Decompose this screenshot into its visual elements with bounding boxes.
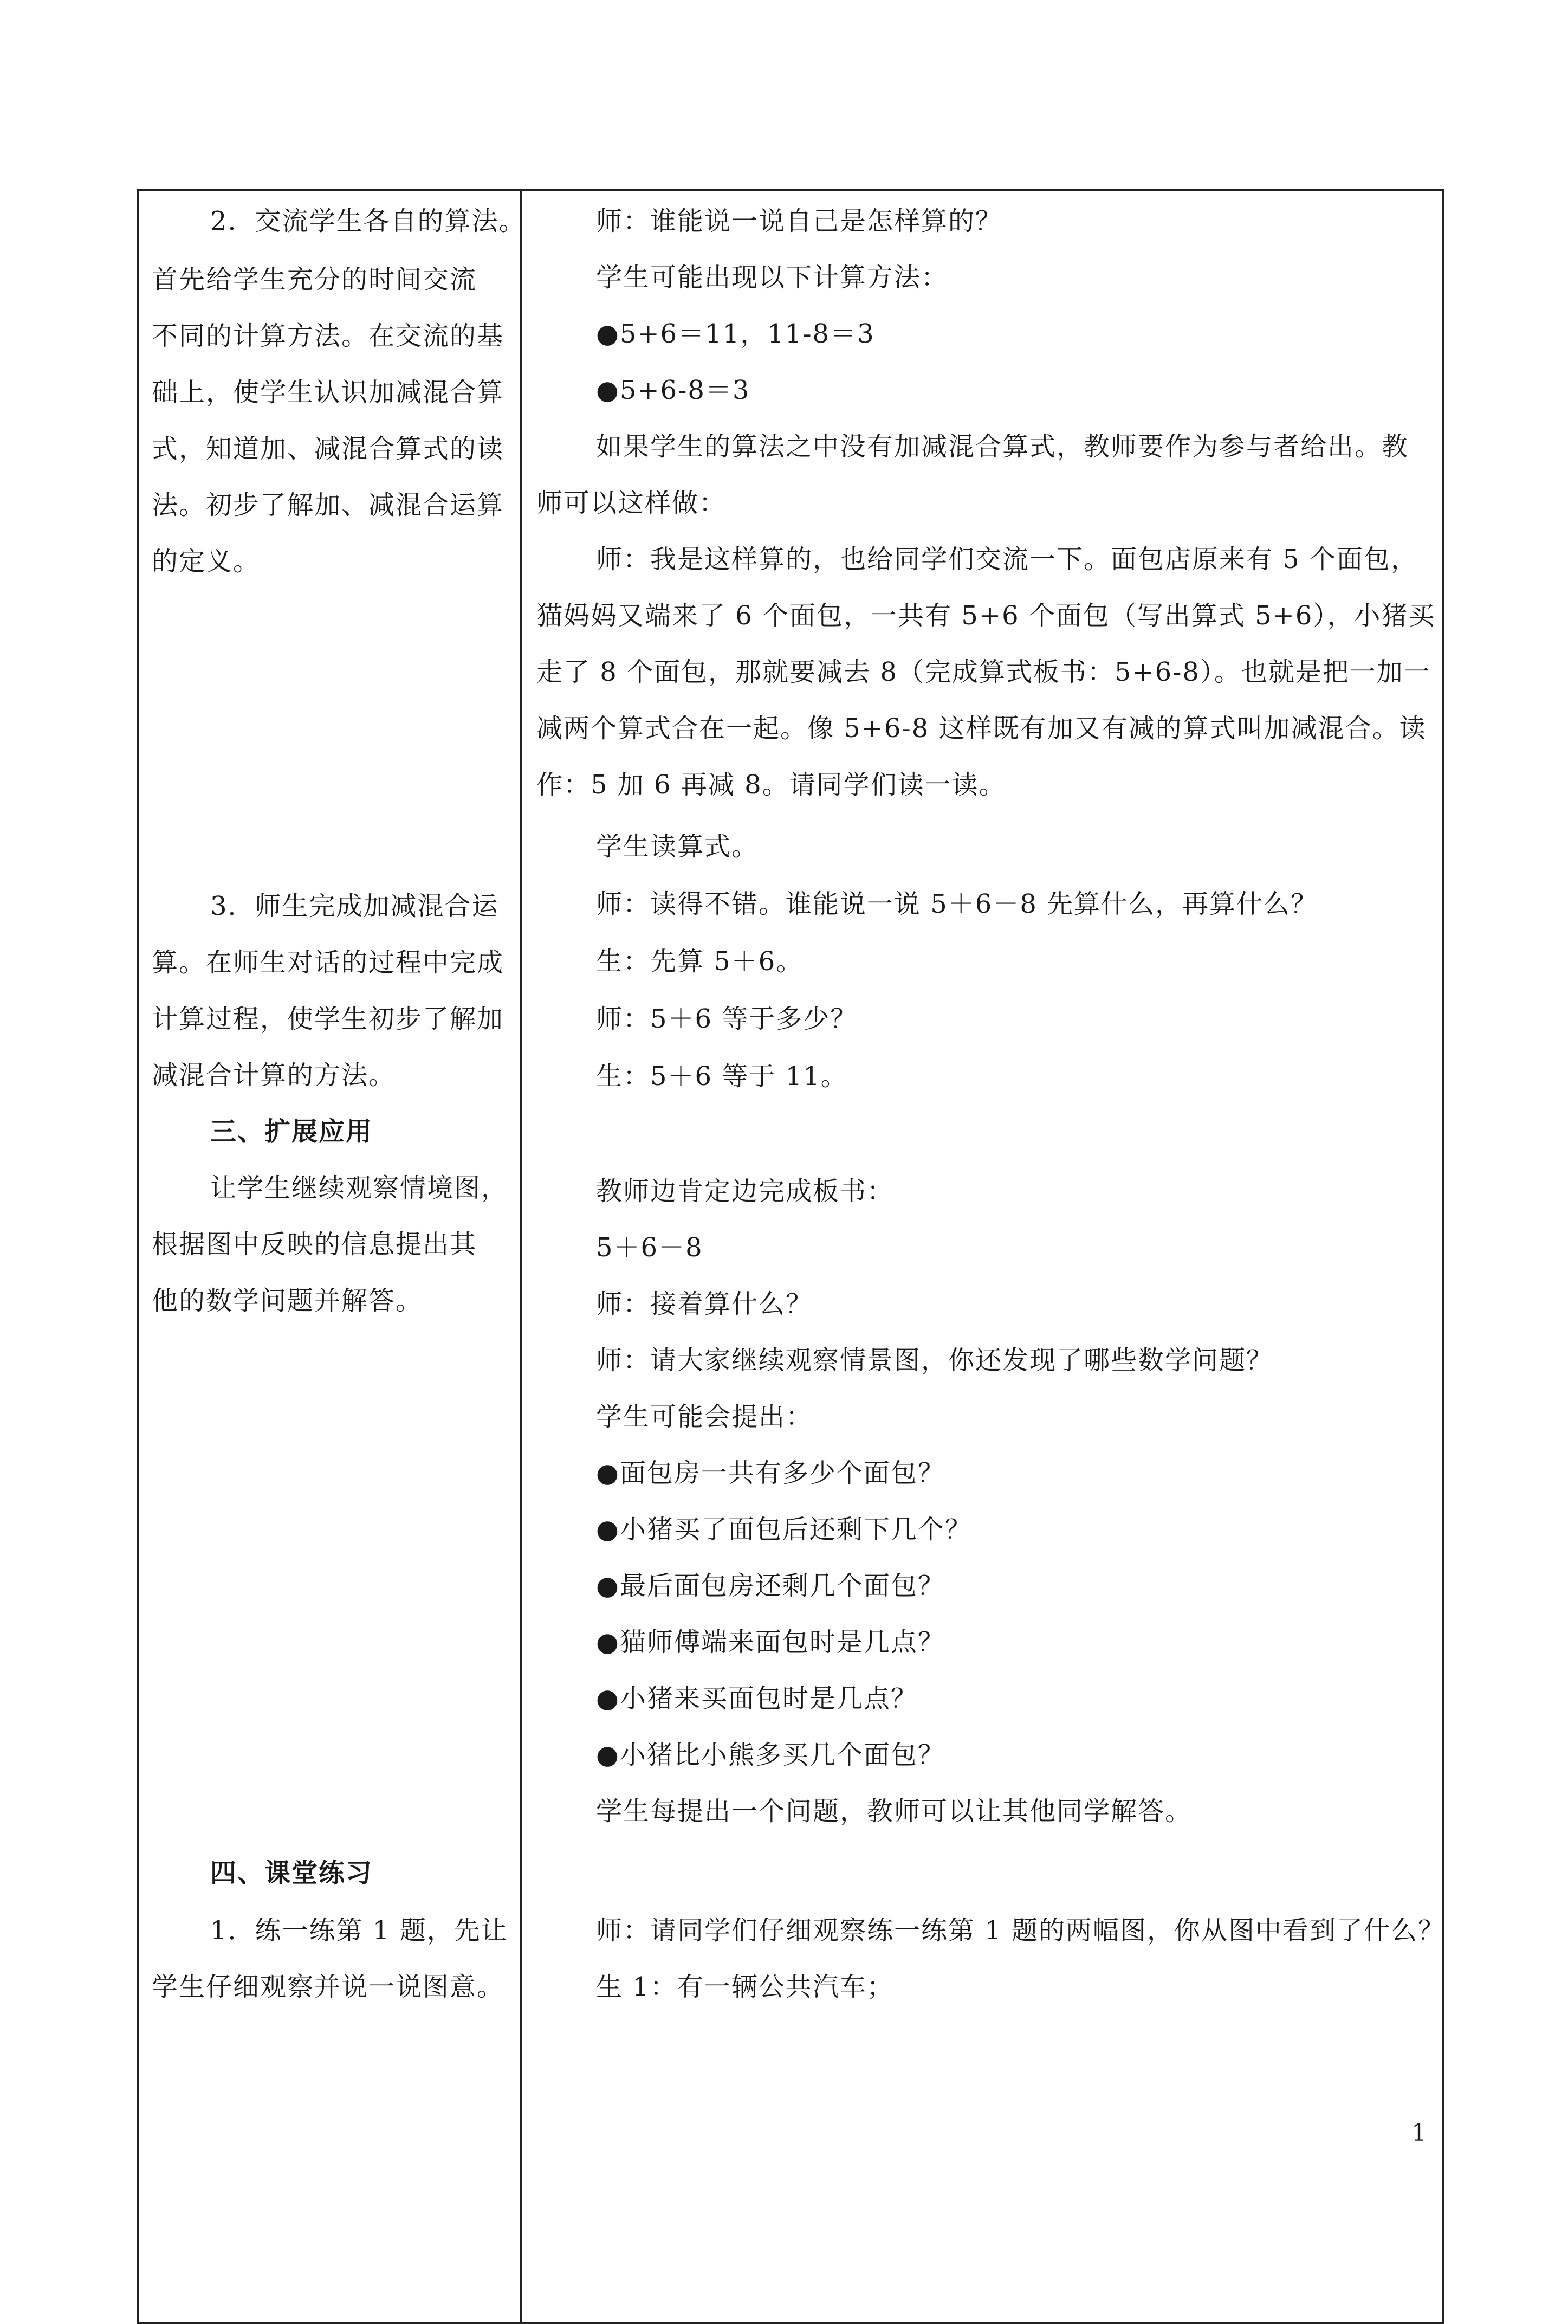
left-line: 计算过程，使学生初步了解加 — [152, 1004, 504, 1034]
left-line: 根据图中反映的信息提出其 — [152, 1229, 477, 1260]
right-line: 师：读得不错。谁能说一说 5＋6－8 先算什么，再算什么？ — [596, 889, 1318, 919]
left-line: 法。初步了解加、减混合运算 — [152, 490, 504, 520]
right-line: 学生可能会提出： — [596, 1402, 813, 1432]
right-line: 如果学生的算法之中没有加减混合算式，教师要作为参与者给出。教 — [596, 431, 1409, 462]
bullet-item: ●面包房一共有多少个面包？ — [596, 1458, 945, 1488]
left-line: 减混合计算的方法。 — [152, 1060, 396, 1090]
bullet-item: ●小猪买了面包后还剩下几个？ — [596, 1514, 972, 1545]
left-line: 的定义。 — [152, 546, 261, 577]
left-line: 式，知道加、减混合算式的读 — [152, 434, 504, 464]
bullet-item: ●小猪比小熊多买几个面包？ — [596, 1740, 945, 1770]
right-line: 师：我是这样算的，也给同学们交流一下。面包店原来有 5 个面包， — [596, 544, 1418, 574]
right-line: 师：接着算什么？ — [596, 1289, 813, 1319]
left-line: 础上，使学生认识加减混合算 — [152, 377, 504, 408]
right-line: 学生每提出一个问题，教师可以让其他同学解答。 — [596, 1796, 1193, 1826]
left-line: 学生仔细观察并说一说图意。 — [152, 1972, 504, 2002]
right-line: ●5+6＝11，11-8＝3 — [596, 319, 875, 349]
right-line: 师：请大家继续观察情景图，你还发现了哪些数学问题？ — [596, 1345, 1274, 1376]
right-line: 教师边肯定边完成板书： — [596, 1176, 895, 1206]
right-line: 学生读算式。 — [596, 831, 759, 862]
left-line: 首先给学生充分的时间交流 — [152, 264, 477, 295]
bullet-item: ●猫师傅端来面包时是几点？ — [596, 1627, 945, 1657]
right-line: 生：先算 5＋6。 — [596, 946, 804, 977]
right-line: 作：5 加 6 再减 8。请同学们读一读。 — [536, 770, 1006, 800]
left-line: 让学生继续观察情境图， — [210, 1173, 509, 1203]
right-line: 生 1：有一辆公共汽车； — [596, 1972, 894, 2002]
right-line: 学生可能出现以下计算方法： — [596, 262, 949, 293]
bullet-item: ●最后面包房还剩几个面包？ — [596, 1571, 945, 1601]
section-heading: 三、扩展应用 — [210, 1116, 373, 1147]
right-line: 5＋6－8 — [596, 1232, 703, 1263]
right-line: 减两个算式合在一起。像 5+6-8 这样既有加又有减的算式叫加减混合。读 — [536, 713, 1427, 744]
left-line: 3．师生完成加减混合运 — [210, 891, 499, 921]
left-line: 不同的计算方法。在交流的基 — [152, 321, 504, 351]
right-line: 师：5＋6 等于多少？ — [596, 1004, 858, 1034]
left-line: 1．练一练第 1 题，先让 — [210, 1915, 508, 1946]
left-line: 2．交流学生各自的算法。 — [210, 206, 526, 236]
right-line: ●5+6-8＝3 — [596, 375, 750, 405]
right-line: 生：5＋6 等于 11。 — [596, 1061, 848, 1092]
section-heading: 四、课堂练习 — [210, 1858, 373, 1888]
left-line: 他的数学问题并解答。 — [152, 1286, 423, 1316]
left-line: 算。在师生对话的过程中完成 — [152, 947, 504, 978]
right-line: 猫妈妈又端来了 6 个面包，一共有 5+6 个面包（写出算式 5+6），小猪买 — [536, 601, 1436, 631]
bullet-item: ●小猪来买面包时是几点？ — [596, 1683, 918, 1714]
column-divider — [520, 191, 522, 2322]
right-line: 走了 8 个面包，那就要减去 8（完成算式板书：5+6-8）。也就是把一加一 — [536, 657, 1431, 687]
page-number: 1 — [1411, 2119, 1427, 2147]
right-line: 师：请同学们仔细观察练一练第 1 题的两幅图，你从图中看到了什么？ — [596, 1915, 1446, 1946]
right-line: 师：谁能说一说自己是怎样算的？ — [596, 206, 1003, 236]
right-line: 师可以这样做： — [536, 488, 727, 518]
